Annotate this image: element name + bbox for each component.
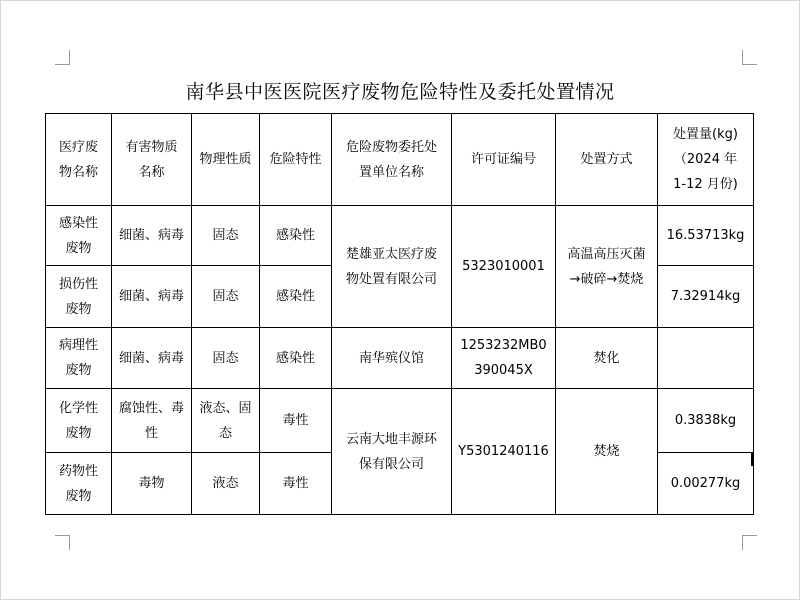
- cell-unit: 南华殡仪馆: [332, 328, 452, 389]
- text-cursor: [751, 453, 754, 466]
- cell-risk: 毒性: [260, 453, 332, 515]
- cell-quantity: [658, 328, 754, 389]
- cell-quantity: 0.3838kg: [658, 389, 754, 453]
- table-row: [46, 206, 754, 266]
- header-physical: 物理性质: [192, 114, 260, 206]
- margin-mark-bottom-left: [55, 535, 70, 550]
- cell-category: 感染性 废物: [46, 206, 112, 266]
- header-hazard: 有害物质 名称: [112, 114, 192, 206]
- cell-method: 焚烧: [556, 389, 658, 515]
- header-category: 医疗废 物名称: [46, 114, 112, 206]
- cell-license: Y5301240116: [452, 389, 556, 515]
- cell-physical: 液态: [192, 453, 260, 515]
- document-title: 南华县中医医院医疗废物危险特性及委托处置情况: [185, 81, 615, 103]
- cell-license: 1253232MB0 390045X: [452, 328, 556, 389]
- cell-hazard: 毒物: [112, 453, 192, 515]
- cell-method: 焚化: [556, 328, 658, 389]
- cell-risk: 感染性: [260, 206, 332, 266]
- table-row: [46, 328, 754, 389]
- cell-unit: 云南大地丰源环 保有限公司: [332, 389, 452, 515]
- cell-method: 高温高压灭菌 →破碎→焚烧: [556, 206, 658, 328]
- cell-risk: 感染性: [260, 328, 332, 389]
- cell-category: 损伤性 废物: [46, 266, 112, 328]
- table-row: [46, 389, 754, 453]
- cell-category: 化学性 废物: [46, 389, 112, 453]
- cell-risk: 毒性: [260, 389, 332, 453]
- header-risk: 危险特性: [260, 114, 332, 206]
- cell-physical: 固态: [192, 266, 260, 328]
- header-quantity: 处置量(kg) （2024 年 1-12 月份): [658, 114, 754, 206]
- cell-hazard: 细菌、病毒: [112, 206, 192, 266]
- cell-physical: 固态: [192, 328, 260, 389]
- cell-category: 药物性 废物: [46, 453, 112, 515]
- cell-hazard: 细菌、病毒: [112, 328, 192, 389]
- cell-physical: 液态、固 态: [192, 389, 260, 453]
- margin-mark-top-left: [55, 50, 70, 65]
- header-unit: 危险废物委托处 置单位名称: [332, 114, 452, 206]
- cell-license: 5323010001: [452, 206, 556, 328]
- margin-mark-top-right: [742, 50, 757, 65]
- cell-risk: 感染性: [260, 266, 332, 328]
- waste-disposal-table: [45, 113, 754, 515]
- cell-hazard: 细菌、病毒: [112, 266, 192, 328]
- header-license: 许可证编号: [452, 114, 556, 206]
- cell-hazard: 腐蚀性、毒 性: [112, 389, 192, 453]
- cell-quantity: 0.00277kg: [658, 453, 754, 515]
- cell-unit: 楚雄亚太医疗废 物处置有限公司: [332, 206, 452, 328]
- header-method: 处置方式: [556, 114, 658, 206]
- header-row: [46, 114, 754, 206]
- cell-category: 病理性 废物: [46, 328, 112, 389]
- margin-mark-bottom-right: [742, 535, 757, 550]
- cell-quantity: 16.53713kg: [658, 206, 754, 266]
- cell-quantity: 7.32914kg: [658, 266, 754, 328]
- cell-physical: 固态: [192, 206, 260, 266]
